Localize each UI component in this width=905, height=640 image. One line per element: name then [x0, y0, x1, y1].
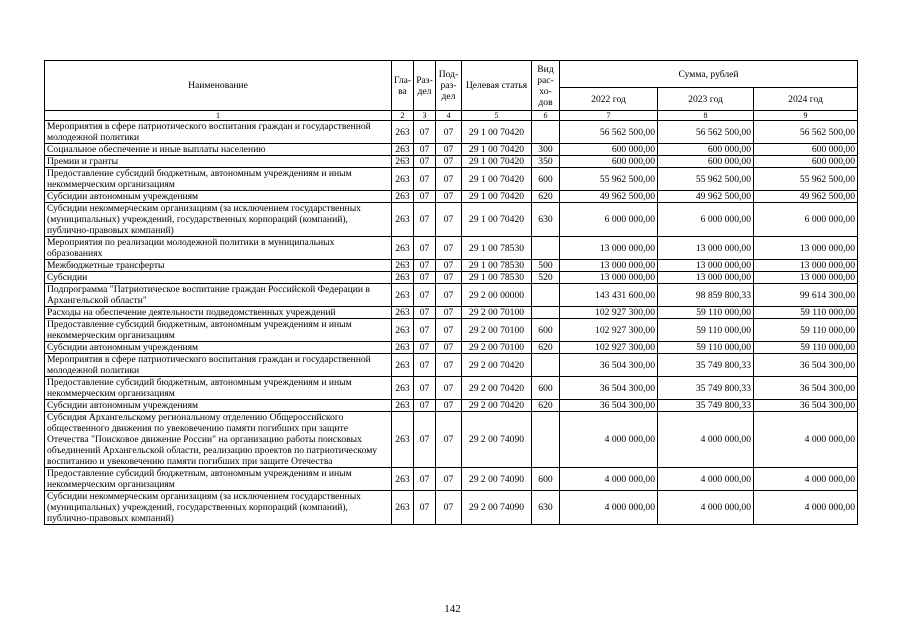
row-vid	[532, 121, 560, 144]
row-glava: 263	[392, 342, 414, 354]
row-sum-2024: 99 614 300,00	[754, 284, 858, 307]
table-row	[45, 307, 858, 319]
row-podrazdel: 07	[436, 272, 462, 284]
table-row	[45, 260, 858, 272]
row-podrazdel: 07	[436, 412, 462, 468]
row-glava: 263	[392, 377, 414, 400]
row-sum-2022: 102 927 300,00	[560, 307, 658, 319]
table-row	[45, 191, 858, 203]
row-podrazdel: 07	[436, 354, 462, 377]
row-target: 29 1 00 78530	[462, 272, 532, 284]
header-year-2023: 2023 год	[658, 88, 754, 111]
row-sum-2023: 6 000 000,00	[658, 203, 754, 237]
row-name: Мероприятия в сфере патриотического воспитания граждан и государственной молодежной политики	[45, 121, 392, 144]
header-name: Наименование	[45, 61, 392, 111]
row-razdel: 07	[414, 237, 436, 260]
row-glava: 263	[392, 307, 414, 319]
row-sum-2024: 59 110 000,00	[754, 307, 858, 319]
row-sum-2022: 49 962 500,00	[560, 191, 658, 203]
table-row	[45, 272, 858, 284]
row-sum-2024: 4 000 000,00	[754, 412, 858, 468]
row-sum-2023: 13 000 000,00	[658, 260, 754, 272]
row-sum-2023: 600 000,00	[658, 156, 754, 168]
row-podrazdel: 07	[436, 400, 462, 412]
row-vid: 600	[532, 468, 560, 491]
row-podrazdel: 07	[436, 121, 462, 144]
row-podrazdel: 07	[436, 307, 462, 319]
column-number: 4	[436, 111, 462, 121]
table-row	[45, 400, 858, 412]
table-body	[45, 121, 858, 525]
row-sum-2022: 102 927 300,00	[560, 342, 658, 354]
row-sum-2024: 4 000 000,00	[754, 468, 858, 491]
header-glava: Гла-ва	[392, 61, 414, 111]
row-sum-2024: 49 962 500,00	[754, 191, 858, 203]
column-number: 6	[532, 111, 560, 121]
row-razdel: 07	[414, 144, 436, 156]
table-row	[45, 377, 858, 400]
row-target: 29 1 00 70420	[462, 156, 532, 168]
row-razdel: 07	[414, 468, 436, 491]
row-glava: 263	[392, 156, 414, 168]
row-vid: 620	[532, 342, 560, 354]
row-razdel: 07	[414, 354, 436, 377]
row-sum-2022: 600 000,00	[560, 156, 658, 168]
row-razdel: 07	[414, 203, 436, 237]
row-glava: 263	[392, 400, 414, 412]
row-sum-2024: 13 000 000,00	[754, 272, 858, 284]
table-row	[45, 284, 858, 307]
row-razdel: 07	[414, 342, 436, 354]
row-podrazdel: 07	[436, 260, 462, 272]
row-sum-2022: 36 504 300,00	[560, 400, 658, 412]
row-sum-2023: 56 562 500,00	[658, 121, 754, 144]
row-sum-2024: 13 000 000,00	[754, 260, 858, 272]
row-sum-2022: 13 000 000,00	[560, 260, 658, 272]
row-target: 29 2 00 74090	[462, 412, 532, 468]
header-year-2022: 2022 год	[560, 88, 658, 111]
row-target: 29 2 00 70420	[462, 400, 532, 412]
budget-table	[44, 60, 858, 525]
table-row	[45, 237, 858, 260]
table-row	[45, 354, 858, 377]
row-sum-2022: 36 504 300,00	[560, 354, 658, 377]
row-sum-2023: 13 000 000,00	[658, 272, 754, 284]
header-razdel: Раз-дел	[414, 61, 436, 111]
row-vid: 350	[532, 156, 560, 168]
row-vid: 620	[532, 400, 560, 412]
row-glava: 263	[392, 144, 414, 156]
row-sum-2024: 36 504 300,00	[754, 354, 858, 377]
row-name: Субсидии автономным учреждениям	[45, 191, 392, 203]
row-sum-2022: 6 000 000,00	[560, 203, 658, 237]
row-vid: 600	[532, 168, 560, 191]
row-vid	[532, 412, 560, 468]
row-vid: 620	[532, 191, 560, 203]
row-glava: 263	[392, 260, 414, 272]
row-sum-2022: 4 000 000,00	[560, 468, 658, 491]
row-podrazdel: 07	[436, 377, 462, 400]
row-sum-2022: 600 000,00	[560, 144, 658, 156]
row-name: Субсидия Архангельскому региональному отделению Общероссийского общественного движения по увековечению памяти погибших при защите Отечества "Поисковое движение России" на организацию работы поисковых объединений Архангельской области, реализацию проектов по патриотическому воспитанию и увековечению памяти погибших при защите Отечества	[45, 412, 392, 468]
table-row	[45, 412, 858, 468]
row-sum-2023: 49 962 500,00	[658, 191, 754, 203]
row-sum-2022: 36 504 300,00	[560, 377, 658, 400]
row-podrazdel: 07	[436, 156, 462, 168]
row-sum-2024: 600 000,00	[754, 156, 858, 168]
row-name: Предоставление субсидий бюджетным, автономным учреждениям и иным некоммерческим организациям	[45, 377, 392, 400]
row-vid: 500	[532, 260, 560, 272]
column-number: 5	[462, 111, 532, 121]
row-name: Мероприятия в сфере патриотического воспитания граждан и государственной молодежной политики	[45, 354, 392, 377]
header-target: Целевая статья	[462, 61, 532, 111]
row-sum-2024: 36 504 300,00	[754, 377, 858, 400]
row-razdel: 07	[414, 168, 436, 191]
row-vid: 520	[532, 272, 560, 284]
row-name: Премии и гранты	[45, 156, 392, 168]
row-sum-2022: 13 000 000,00	[560, 237, 658, 260]
row-target: 29 2 00 74090	[462, 491, 532, 525]
row-glava: 263	[392, 412, 414, 468]
row-sum-2023: 4 000 000,00	[658, 412, 754, 468]
table-row	[45, 203, 858, 237]
row-razdel: 07	[414, 412, 436, 468]
row-podrazdel: 07	[436, 284, 462, 307]
row-target: 29 1 00 70420	[462, 191, 532, 203]
row-sum-2024: 59 110 000,00	[754, 342, 858, 354]
row-razdel: 07	[414, 121, 436, 144]
row-target: 29 1 00 70420	[462, 168, 532, 191]
row-target: 29 1 00 78530	[462, 237, 532, 260]
row-glava: 263	[392, 272, 414, 284]
row-target: 29 2 00 70420	[462, 354, 532, 377]
row-sum-2024: 55 962 500,00	[754, 168, 858, 191]
row-sum-2024: 36 504 300,00	[754, 400, 858, 412]
row-podrazdel: 07	[436, 342, 462, 354]
page-number: 142	[444, 603, 461, 615]
row-sum-2024: 13 000 000,00	[754, 237, 858, 260]
row-razdel: 07	[414, 377, 436, 400]
row-sum-2022: 55 962 500,00	[560, 168, 658, 191]
column-number: 9	[754, 111, 858, 121]
table-row	[45, 319, 858, 342]
row-sum-2022: 102 927 300,00	[560, 319, 658, 342]
column-number: 3	[414, 111, 436, 121]
row-vid	[532, 354, 560, 377]
row-glava: 263	[392, 121, 414, 144]
row-name: Субсидии автономным учреждениям	[45, 342, 392, 354]
header-podrazdel: Под-раз-дел	[436, 61, 462, 111]
row-razdel: 07	[414, 319, 436, 342]
row-podrazdel: 07	[436, 468, 462, 491]
column-number: 2	[392, 111, 414, 121]
row-glava: 263	[392, 284, 414, 307]
row-target: 29 2 00 70100	[462, 307, 532, 319]
row-sum-2024: 600 000,00	[754, 144, 858, 156]
column-number: 7	[560, 111, 658, 121]
table-row	[45, 342, 858, 354]
row-name: Предоставление субсидий бюджетным, автономным учреждениям и иным некоммерческим организациям	[45, 319, 392, 342]
row-glava: 263	[392, 237, 414, 260]
row-razdel: 07	[414, 491, 436, 525]
row-name: Межбюджетные трансферты	[45, 260, 392, 272]
row-podrazdel: 07	[436, 191, 462, 203]
row-sum-2023: 59 110 000,00	[658, 319, 754, 342]
row-name: Субсидии некоммерческим организациям (за исключением государственных (муниципальных) учреждений, государственных корпораций (компаний), публично-правовых компаний)	[45, 491, 392, 525]
row-name: Мероприятия по реализации молодежной политики в муниципальных образованиях	[45, 237, 392, 260]
row-name: Предоставление субсидий бюджетным, автономным учреждениям и иным некоммерческим организациям	[45, 468, 392, 491]
row-razdel: 07	[414, 156, 436, 168]
row-razdel: 07	[414, 260, 436, 272]
row-podrazdel: 07	[436, 168, 462, 191]
row-sum-2022: 13 000 000,00	[560, 272, 658, 284]
header-sum: Сумма, рублей	[560, 61, 858, 88]
row-sum-2024: 4 000 000,00	[754, 491, 858, 525]
row-name: Субсидии некоммерческим организациям (за исключением государственных (муниципальных) учреждений, государственных корпораций (компаний), публично-правовых компаний)	[45, 203, 392, 237]
row-vid: 630	[532, 203, 560, 237]
header-year-2024: 2024 год	[754, 88, 858, 111]
table-row	[45, 144, 858, 156]
table-row	[45, 491, 858, 525]
row-glava: 263	[392, 468, 414, 491]
row-glava: 263	[392, 319, 414, 342]
row-podrazdel: 07	[436, 491, 462, 525]
row-sum-2024: 6 000 000,00	[754, 203, 858, 237]
row-vid: 600	[532, 377, 560, 400]
row-sum-2023: 35 749 800,33	[658, 354, 754, 377]
row-sum-2023: 59 110 000,00	[658, 307, 754, 319]
row-sum-2023: 13 000 000,00	[658, 237, 754, 260]
row-target: 29 2 00 70100	[462, 342, 532, 354]
row-sum-2024: 59 110 000,00	[754, 319, 858, 342]
row-razdel: 07	[414, 400, 436, 412]
row-vid: 600	[532, 319, 560, 342]
row-name: Субсидии автономным учреждениям	[45, 400, 392, 412]
row-podrazdel: 07	[436, 237, 462, 260]
row-target: 29 1 00 70420	[462, 121, 532, 144]
row-name: Социальное обеспечение и иные выплаты населению	[45, 144, 392, 156]
header-vid: Вид рас-хо-дов	[532, 61, 560, 111]
row-target: 29 1 00 70420	[462, 144, 532, 156]
row-glava: 263	[392, 491, 414, 525]
row-sum-2023: 55 962 500,00	[658, 168, 754, 191]
row-sum-2023: 4 000 000,00	[658, 468, 754, 491]
row-razdel: 07	[414, 307, 436, 319]
row-vid	[532, 307, 560, 319]
row-razdel: 07	[414, 284, 436, 307]
row-podrazdel: 07	[436, 319, 462, 342]
row-vid	[532, 237, 560, 260]
row-sum-2023: 35 749 800,33	[658, 377, 754, 400]
row-sum-2023: 35 749 800,33	[658, 400, 754, 412]
row-target: 29 1 00 70420	[462, 203, 532, 237]
row-razdel: 07	[414, 272, 436, 284]
row-sum-2022: 143 431 600,00	[560, 284, 658, 307]
row-sum-2023: 600 000,00	[658, 144, 754, 156]
row-glava: 263	[392, 203, 414, 237]
row-target: 29 2 00 74090	[462, 468, 532, 491]
row-target: 29 2 00 00000	[462, 284, 532, 307]
row-name: Предоставление субсидий бюджетным, автономным учреждениям и иным некоммерческим организациям	[45, 168, 392, 191]
row-target: 29 1 00 78530	[462, 260, 532, 272]
row-vid: 300	[532, 144, 560, 156]
row-sum-2023: 4 000 000,00	[658, 491, 754, 525]
row-target: 29 2 00 70420	[462, 377, 532, 400]
row-glava: 263	[392, 354, 414, 377]
row-sum-2022: 4 000 000,00	[560, 491, 658, 525]
row-podrazdel: 07	[436, 144, 462, 156]
row-name: Субсидии	[45, 272, 392, 284]
row-name: Расходы на обеспечение деятельности подведомственных учреждений	[45, 307, 392, 319]
table-row	[45, 156, 858, 168]
row-sum-2022: 56 562 500,00	[560, 121, 658, 144]
row-sum-2022: 4 000 000,00	[560, 412, 658, 468]
table-row	[45, 468, 858, 491]
column-number: 1	[45, 111, 392, 121]
row-vid	[532, 284, 560, 307]
table-row	[45, 168, 858, 191]
row-glava: 263	[392, 191, 414, 203]
row-razdel: 07	[414, 191, 436, 203]
row-sum-2023: 98 859 800,33	[658, 284, 754, 307]
table-row	[45, 121, 858, 144]
row-target: 29 2 00 70100	[462, 319, 532, 342]
row-glava: 263	[392, 168, 414, 191]
row-sum-2023: 59 110 000,00	[658, 342, 754, 354]
column-number: 8	[658, 111, 754, 121]
row-vid: 630	[532, 491, 560, 525]
row-podrazdel: 07	[436, 203, 462, 237]
row-sum-2024: 56 562 500,00	[754, 121, 858, 144]
row-name: Подпрограмма "Патриотическое воспитание граждан Российской Федерации в Архангельской области"	[45, 284, 392, 307]
